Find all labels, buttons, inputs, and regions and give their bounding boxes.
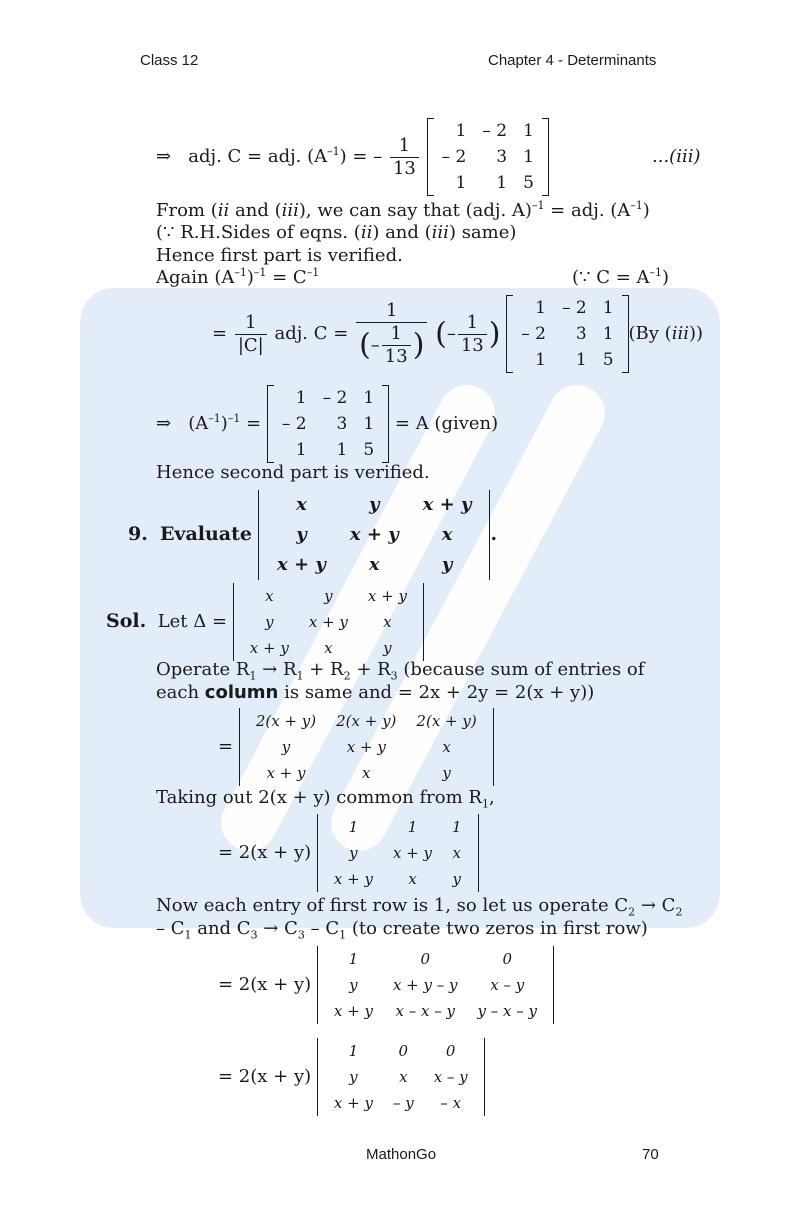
sub: 1 (296, 669, 304, 683)
fraction (235, 312, 267, 357)
t: Now each entry of first row is 1, so let us operate C (156, 895, 629, 916)
matrix (427, 118, 549, 196)
t: → C (635, 895, 676, 916)
cell: 1 (535, 350, 546, 370)
t: = 2(x + y) (218, 842, 312, 863)
sup: –1 (234, 266, 247, 279)
step3-equation (156, 385, 498, 463)
cell: y (442, 764, 451, 782)
text-each-column (156, 682, 594, 703)
t: (∵ R.H.Sides of eqns. ( (156, 222, 361, 243)
cell: 0 (445, 1042, 456, 1060)
determinant (317, 1038, 485, 1116)
cell: 1 (523, 121, 534, 141)
question-9 (128, 490, 497, 580)
t: = A (given) (394, 413, 499, 434)
cell: 1 (602, 298, 614, 318)
sup: –1 (253, 266, 267, 279)
determinant (258, 490, 490, 580)
t: → C (257, 918, 298, 939)
cell: x + y (249, 639, 289, 657)
t: (to create two zeros in first row) (346, 918, 648, 939)
cell: 1 (348, 950, 359, 968)
footer-brand: MathonGo (366, 1146, 437, 1163)
implies-symbol: ⇒ (156, 146, 172, 167)
determinant (317, 814, 479, 892)
frac-den: |C| (237, 334, 264, 356)
cell: – x (440, 1094, 462, 1112)
text-rhs-same (156, 222, 516, 243)
t: . (490, 523, 498, 545)
frac-den: 13 (460, 334, 484, 356)
step1-mid: ) = – (339, 146, 383, 167)
sub: 3 (250, 928, 258, 942)
cell: 1 (455, 173, 467, 193)
frac-den: 13 (392, 157, 416, 179)
determinant (233, 583, 424, 661)
text-since-c (572, 267, 669, 288)
fraction (356, 300, 427, 368)
cell: 0 (398, 1042, 409, 1060)
cell: x (408, 870, 417, 888)
cell: x + y (333, 870, 373, 888)
t: iii (671, 323, 689, 344)
frac-num: 1 (356, 300, 427, 323)
text-first-part: Hence first part is verified. (156, 245, 403, 266)
t: – C (156, 918, 185, 939)
t: is same and = 2x + 2y = 2(x + y)) (278, 682, 595, 703)
sub: 2 (343, 669, 351, 683)
sub: 1 (249, 669, 257, 683)
text-again (156, 267, 319, 288)
sub: 2 (675, 905, 683, 919)
t: From (156, 200, 211, 221)
cell: x (452, 844, 461, 862)
cell: 3 (336, 414, 348, 434)
cell: – 2 (561, 298, 587, 318)
cell: y (452, 870, 461, 888)
t: Again (A (156, 267, 235, 288)
cell: – y (392, 1094, 414, 1112)
cell: y (265, 613, 274, 631)
sup: –1 (208, 412, 221, 425)
t: ) (246, 267, 254, 288)
sup: –1 (327, 145, 340, 158)
frac-den: 13 (384, 346, 408, 367)
cell: 5 (523, 173, 534, 193)
cell: y (383, 639, 392, 657)
cell: y (349, 976, 358, 994)
cell: y (281, 738, 291, 756)
cell: y (349, 1068, 358, 1086)
cell: y (296, 524, 307, 545)
determinant (239, 708, 494, 786)
cell: 1 (295, 388, 307, 408)
t: (By ( (628, 323, 672, 344)
t: (∵ C = A (572, 267, 650, 288)
cell: x (362, 764, 371, 782)
cell: x (441, 524, 453, 545)
t: ) same) (448, 222, 517, 243)
t: ) and ( (372, 222, 432, 243)
cell: x (442, 738, 451, 756)
sub: 2 (628, 905, 636, 919)
t: Let Δ = (157, 611, 228, 632)
t: = adj. (A (544, 200, 631, 221)
text-from-ii-iii: From (ii and (iii), we can say that (adj. A)$^{-1}$ = adj. $(A^{-1})$ (156, 199, 650, 221)
cell: 1 (451, 818, 462, 836)
cell: 1 (348, 818, 359, 836)
t: = 2(x + y) (218, 1066, 312, 1087)
page-number: 70 (642, 1146, 659, 1163)
t: → R (256, 659, 297, 680)
cell: x + y (266, 764, 306, 782)
t: ), we can say that (adj. A) (298, 200, 532, 221)
fraction (390, 135, 419, 180)
t: ii (360, 222, 373, 243)
cell: y (324, 587, 333, 605)
sup: –1 (649, 266, 662, 279)
t: = (240, 413, 262, 434)
t: , (488, 787, 495, 808)
sup: –1 (630, 199, 643, 212)
cell: x (368, 554, 380, 575)
sup: –1 (227, 412, 241, 425)
t: (A (188, 413, 209, 434)
t: ) (662, 267, 670, 288)
t: ii (217, 200, 230, 221)
frac-num: 1 (458, 312, 487, 335)
t: = 2(x + y) (218, 974, 312, 995)
t: iii (281, 200, 299, 221)
cell: 1 (602, 324, 614, 344)
determinant (317, 946, 554, 1024)
question-number: 9. (128, 523, 148, 545)
cell: – 2 (281, 414, 307, 434)
cell: x (383, 613, 392, 631)
question-word: Evaluate (159, 523, 252, 545)
cell: y (441, 554, 453, 575)
frac-den: (– $\frac{1}{13}$ ) (359, 323, 425, 367)
cell: 1 (363, 414, 375, 434)
t: and C (191, 918, 251, 939)
cell: y – x – y (477, 1002, 537, 1020)
matrix (506, 295, 628, 373)
step2-equation: = $\frac{1}{|C|}$ adj. C = 1 (– $\frac{1}{13}$ ) (– $\frac{1}{13}$ ) 1 – 2 1 – 2 3 1 1 1 5 (By (iii)) (212, 295, 703, 373)
step1-lhs: adj. C = adj. (A (188, 146, 328, 167)
text-now-each (156, 895, 683, 919)
step-det3 (218, 814, 479, 892)
t: adj. C = (274, 323, 349, 344)
t: – C (304, 918, 340, 939)
cell: 2(x + y) (255, 712, 317, 730)
text-second-part: Hence second part is verified. (156, 462, 430, 483)
t: = (212, 323, 228, 344)
t: (because sum of entries of (397, 659, 645, 680)
cell: 0 (502, 950, 513, 968)
header-class: Class 12 (140, 52, 199, 69)
cell: y (349, 844, 358, 862)
cell: 2(x + y) (416, 712, 477, 730)
cell: x + y (349, 524, 399, 545)
sub: 1 (481, 797, 489, 811)
step-det2: = 2(x + y) 2(x + y) 2(x + y) y x + y x x + y x y (218, 708, 494, 786)
cell: 1 (496, 173, 508, 193)
sub: 1 (184, 928, 192, 942)
cell: 3 (496, 147, 508, 167)
t: )) (688, 323, 704, 344)
cell: 1 (535, 298, 546, 318)
cell: y (369, 494, 380, 515)
sub: 3 (390, 669, 398, 683)
t: Taking out 2(x + y) common from R (156, 787, 482, 808)
t: and ( (229, 200, 282, 221)
sup: –1 (531, 199, 545, 212)
cell: x (265, 587, 274, 605)
sub: 3 (297, 928, 305, 942)
cell: – 2 (322, 388, 348, 408)
cell: x + y (333, 1094, 373, 1112)
implies-symbol: ⇒ (156, 413, 172, 434)
text-taking-out (156, 787, 495, 811)
fraction (458, 312, 487, 357)
t: = C (266, 267, 307, 288)
cell: 5 (363, 440, 375, 460)
t: ) (642, 200, 650, 221)
cell: x + y (422, 494, 472, 515)
cell: 1 (575, 350, 587, 370)
cell: 1 (363, 388, 375, 408)
matrix (267, 385, 389, 463)
t: each (156, 682, 205, 703)
equation-tag-iii: ...(iii) (652, 146, 701, 167)
t: column (204, 682, 279, 703)
header-chapter: Chapter 4 - Determinants (488, 52, 657, 69)
cell: x (296, 494, 307, 515)
text-operate-r1 (156, 659, 645, 683)
cell: x + y (308, 613, 348, 631)
cell: x + y (346, 738, 386, 756)
cell: 3 (575, 324, 587, 344)
cell: x – y (490, 976, 525, 994)
t: Operate R (156, 659, 250, 680)
cell: x (324, 639, 333, 657)
cell: 2(x + y) (336, 712, 397, 730)
cell: x – y (433, 1068, 468, 1086)
t: ) (220, 413, 228, 434)
frac-num: 1 (390, 135, 419, 158)
cell: 1 (455, 121, 467, 141)
cell: – 2 (441, 147, 467, 167)
cell: x + y (367, 587, 407, 605)
solution-label: Sol. (106, 610, 147, 632)
cell: 5 (602, 350, 614, 370)
cell: 1 (295, 440, 307, 460)
step1-equation (156, 118, 549, 196)
cell: x + y – y (392, 976, 458, 994)
cell: 1 (336, 440, 348, 460)
cell: 1 (348, 1042, 359, 1060)
t: + R (303, 659, 344, 680)
t: iii (431, 222, 449, 243)
step-det5 (218, 1038, 485, 1116)
cell: 1 (407, 818, 418, 836)
frac-num: 1 (235, 312, 267, 335)
cell: – 2 (482, 121, 508, 141)
sub: 1 (339, 928, 347, 942)
frac-num: 1 (382, 323, 411, 346)
cell: x + y (392, 844, 432, 862)
cell: x – x – y (395, 1002, 455, 1020)
cell: 1 (523, 147, 534, 167)
cell: x + y (277, 554, 326, 575)
t: + R (350, 659, 391, 680)
cell: – 2 (521, 324, 546, 344)
fraction (382, 323, 411, 368)
cell: 0 (420, 950, 430, 968)
cell: x (399, 1068, 408, 1086)
step-det4 (218, 946, 554, 1024)
text-minus-c1 (156, 918, 648, 942)
sup: –1 (306, 266, 320, 279)
solution-let (106, 583, 424, 661)
cell: x + y (333, 1002, 373, 1020)
